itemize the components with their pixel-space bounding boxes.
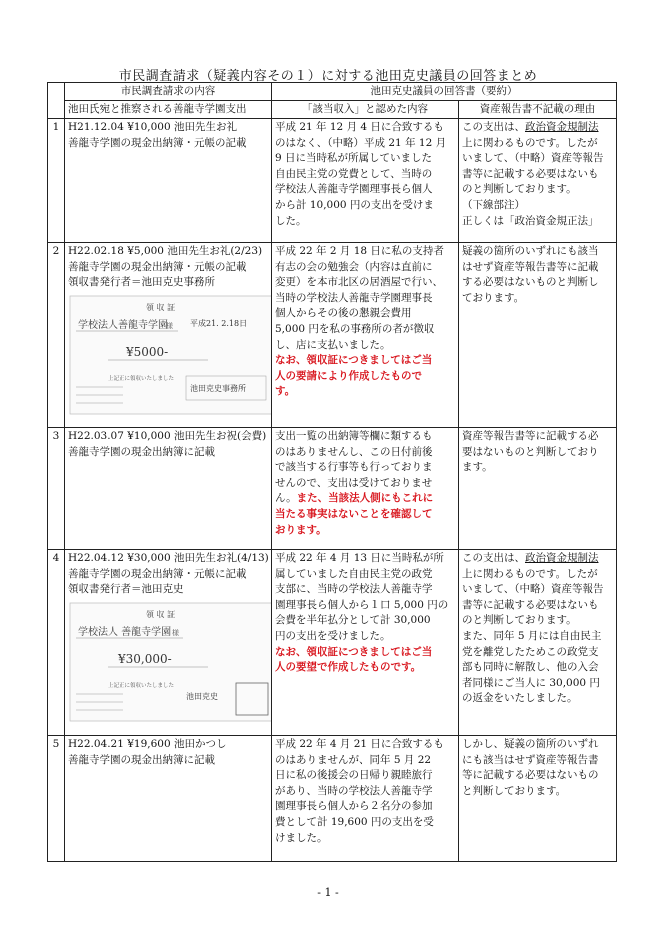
reason-line: と判断しております。	[462, 784, 567, 797]
reason-line: にも該当はせず資産等報告書	[462, 753, 599, 766]
request-line: 善龍寺学園の現金出納簿に記載	[68, 753, 215, 766]
receipt-amount: ¥5000-	[126, 344, 169, 359]
income-line: 平成 22 年 2 月 18 日に私の支持者	[275, 245, 444, 257]
income-red-note: 人の要請により作成したもので	[275, 369, 422, 382]
income-line: 園理事長ら個人から１口 5,000 円の	[275, 598, 449, 611]
income-line: 学校法人善龍寺学園理事長ら個人	[275, 183, 433, 196]
income-red-note: なお、領収証につきましてはご当	[275, 354, 433, 367]
income-line: 当時の学校法人善龍寺学園理事長	[275, 291, 433, 304]
reason-text: この支出は、	[462, 121, 525, 133]
income-line: 費として計 19,600 円の支出を受	[275, 815, 434, 828]
reason-line: ております。	[462, 291, 525, 304]
reason-cell	[459, 428, 617, 550]
row-number: 4	[48, 550, 65, 736]
income-line: のはありませんが、同年 5 月 22	[275, 753, 432, 766]
reason-line: はせず資産等報告書等に記載	[462, 260, 599, 273]
table-row	[48, 119, 617, 243]
request-line: H22.04.21 ¥19,600 池田かつし	[68, 738, 227, 750]
reason-line: （下線部注）	[462, 198, 525, 211]
receipt-sama: 様	[172, 628, 179, 637]
income-line: 個人からその後の懇親会費用	[275, 307, 412, 320]
row-number: 5	[48, 736, 65, 862]
income-line: 円の支出を受けました。	[275, 629, 391, 642]
income-line: 平成 22 年 4 月 13 日に当時私が所	[275, 552, 444, 564]
reason-line: いまして、（中略）資産等報告	[462, 583, 604, 596]
income-cell	[272, 428, 459, 550]
income-line: 自由民主党の党費として、当時の	[275, 167, 433, 180]
reason-line: の返金をいたしました。	[462, 692, 578, 705]
reason-line: 等に記載する必要はないもの	[462, 769, 599, 782]
income-line: 会費を半年払分として計 30,000	[275, 614, 431, 627]
income-line: 属していました自由民主党の政党	[275, 567, 433, 580]
receipt-addressee: 学校法人善龍寺学園	[78, 319, 168, 331]
income-line: 日に私の後援会の日帰り親睦旅行	[275, 769, 433, 782]
reason-cell	[459, 736, 617, 862]
income-cell	[272, 550, 459, 736]
request-line: 善龍寺学園の現金出納簿・元帳の記載	[68, 136, 247, 149]
document-title: 市民調査請求（疑義内容その１）に対する池田克史議員の回答まとめ	[118, 69, 538, 84]
income-cell	[272, 243, 459, 428]
reason-line: また、同年 5 月には自由民主	[462, 629, 602, 642]
reason-line: する必要はないものと判断し	[462, 276, 599, 289]
income-line	[275, 491, 455, 507]
income-line: けました。	[275, 831, 328, 844]
header-reason: 資産報告書不記載の理由	[459, 101, 617, 119]
request-line: H22.04.12 ¥30,000 池田先生お礼(4/13)	[68, 552, 269, 564]
reason-line: のと判断しております。	[462, 614, 577, 627]
reason-line: しかし、疑義の箇所のいずれ	[462, 738, 599, 750]
row-number: 3	[48, 428, 65, 550]
reason-line: 正しくは「政治資金規正法」	[462, 214, 599, 227]
reason-line	[462, 551, 613, 567]
table-row	[48, 428, 617, 550]
request-cell	[65, 736, 272, 862]
reason-line: 疑義の箇所のいずれにも該当	[462, 245, 599, 257]
income-line: で該当する行事等も行っておりま	[275, 461, 433, 474]
request-line: H21.12.04 ¥10,000 池田先生お礼	[68, 121, 238, 133]
income-line: があり、当時の学校法人善龍寺学	[275, 784, 433, 797]
income-line: 9 日に当時私が所属していました	[275, 152, 433, 165]
income-line: 支部に、当時の学校法人善龍寺学	[275, 583, 433, 596]
receipt-stamp: 池田克史事務所	[190, 383, 246, 393]
receipt-note: 上記正に領収いたしました	[108, 682, 175, 689]
request-line: H22.03.07 ¥10,000 池田先生お祝(会費)	[68, 430, 267, 442]
reason-line: ます。	[462, 461, 493, 474]
income-line: 平成 22 年 4 月 21 日に合致するも	[275, 738, 444, 750]
request-cell	[65, 428, 272, 550]
receipt-addressee: 学校法人 善龍寺学園	[78, 626, 172, 638]
page-number: - 1 -	[317, 886, 339, 899]
request-cell	[65, 243, 272, 428]
request-line: 善龍寺学園の現金出納簿・元帳に記載	[68, 567, 247, 580]
receipt-sama: 様	[166, 321, 173, 330]
answer-summary-table	[47, 82, 617, 862]
income-red-note: なお、領収証につきましてはご当	[275, 645, 433, 658]
income-line: 園理事長ら個人から２名分の参加	[275, 800, 433, 813]
reason-cell	[459, 550, 617, 736]
reason-line: 書等に記載する必要はないも	[462, 598, 599, 611]
income-red-note: す。	[275, 385, 296, 398]
income-line: のはなく、（中略）平成 21 年 12 月	[275, 136, 447, 149]
reason-line: 者同様にご当人に 30,000 円	[462, 676, 600, 689]
reason-line: 上に関わるものです。したが	[462, 567, 598, 580]
reason-line: 資産等報告書等に記載する必	[462, 430, 599, 442]
reason-line: 書等に記載する必要はないも	[462, 167, 599, 180]
income-red-note: おります。	[275, 523, 327, 536]
income-cell	[272, 119, 459, 243]
underlined-law-name: 政治資金規制法	[525, 121, 599, 133]
request-cell	[65, 550, 272, 736]
income-line: 有志の会の勉強会（内容は直前に	[275, 260, 433, 273]
income-line: 5,000 円を私の事務所の者が徴収	[275, 322, 435, 335]
receipt-stamp: 池田克史	[186, 691, 218, 701]
income-line: 支出一覧の出納簿等欄に類するも	[275, 430, 433, 442]
table-row	[48, 243, 617, 428]
reason-cell	[459, 243, 617, 428]
header-answer: 池田克史議員の回答書（要約）	[272, 83, 617, 101]
reason-text: この支出は、	[462, 552, 525, 564]
receipt-image	[68, 601, 272, 725]
header-request-content: 市民調査請求の内容	[65, 83, 272, 101]
reason-line: 要はないものと判断しており	[462, 445, 599, 458]
request-line: 善龍寺学園の現金出納簿に記載	[68, 445, 215, 458]
income-line: のはありませんし、この日付前後	[275, 445, 433, 458]
request-cell	[65, 119, 272, 243]
table-row	[48, 550, 617, 736]
header-zenryuji-expense: 池田氏宛と推察される善龍寺学園支出	[65, 101, 272, 119]
reason-line: 上に関わるものです。したが	[462, 136, 598, 149]
request-line: 領収書発行者＝池田克史	[68, 583, 184, 596]
receipt-image	[68, 294, 272, 418]
income-line: した。	[275, 214, 307, 227]
income-red-note: また、当該法人側にもこれに	[296, 492, 434, 505]
income-line: せんので、支出は受けておりませ	[275, 476, 433, 489]
receipt-title: 領 収 証	[146, 302, 176, 312]
income-line: 平成 21 年 12 月 4 日に合致するも	[275, 121, 444, 133]
receipt-amount: ¥30,000-	[118, 651, 172, 666]
income-red-note: 当たる事実はないことを確認して	[275, 507, 433, 520]
income-text: ん。	[275, 492, 297, 505]
income-line: し、店に支払いました。	[275, 338, 391, 351]
income-red-note: 人の要望で作成したものです。	[275, 661, 422, 674]
underlined-law-name: 政治資金規制法	[525, 552, 599, 564]
reason-line: いまして、（中略）資産等報告	[462, 152, 604, 165]
request-line: H22.02.18 ¥5,000 池田先生お礼(2/23)	[68, 245, 263, 257]
table-row	[48, 736, 617, 862]
income-line: から計 10,000 円の支出を受けま	[275, 198, 434, 211]
income-line: 変更）を本市北区の居酒屋で行い、	[275, 276, 443, 289]
row-number: 1	[48, 119, 65, 243]
receipt-note: 上記正に領収いたしました	[108, 375, 175, 382]
reason-cell	[459, 119, 617, 243]
row-number: 2	[48, 243, 65, 428]
request-line: 領収書発行者＝池田克史事務所	[68, 276, 215, 289]
receipt-title: 領 収 証	[146, 609, 176, 619]
reason-line: 部も同時に解散し、他の入会	[462, 661, 599, 674]
receipt-date: 平成21. 2.18日	[190, 318, 248, 328]
header-num	[48, 83, 65, 119]
reason-line: のと判断しております。	[462, 183, 577, 196]
income-cell	[272, 736, 459, 862]
request-line: 善龍寺学園の現金出納簿・元帳の記載	[68, 260, 247, 273]
reason-line	[462, 120, 613, 136]
reason-line: 党を離党したためこの政党支	[462, 645, 599, 658]
header-income: 「該当収入」と認めた内容	[272, 101, 459, 119]
